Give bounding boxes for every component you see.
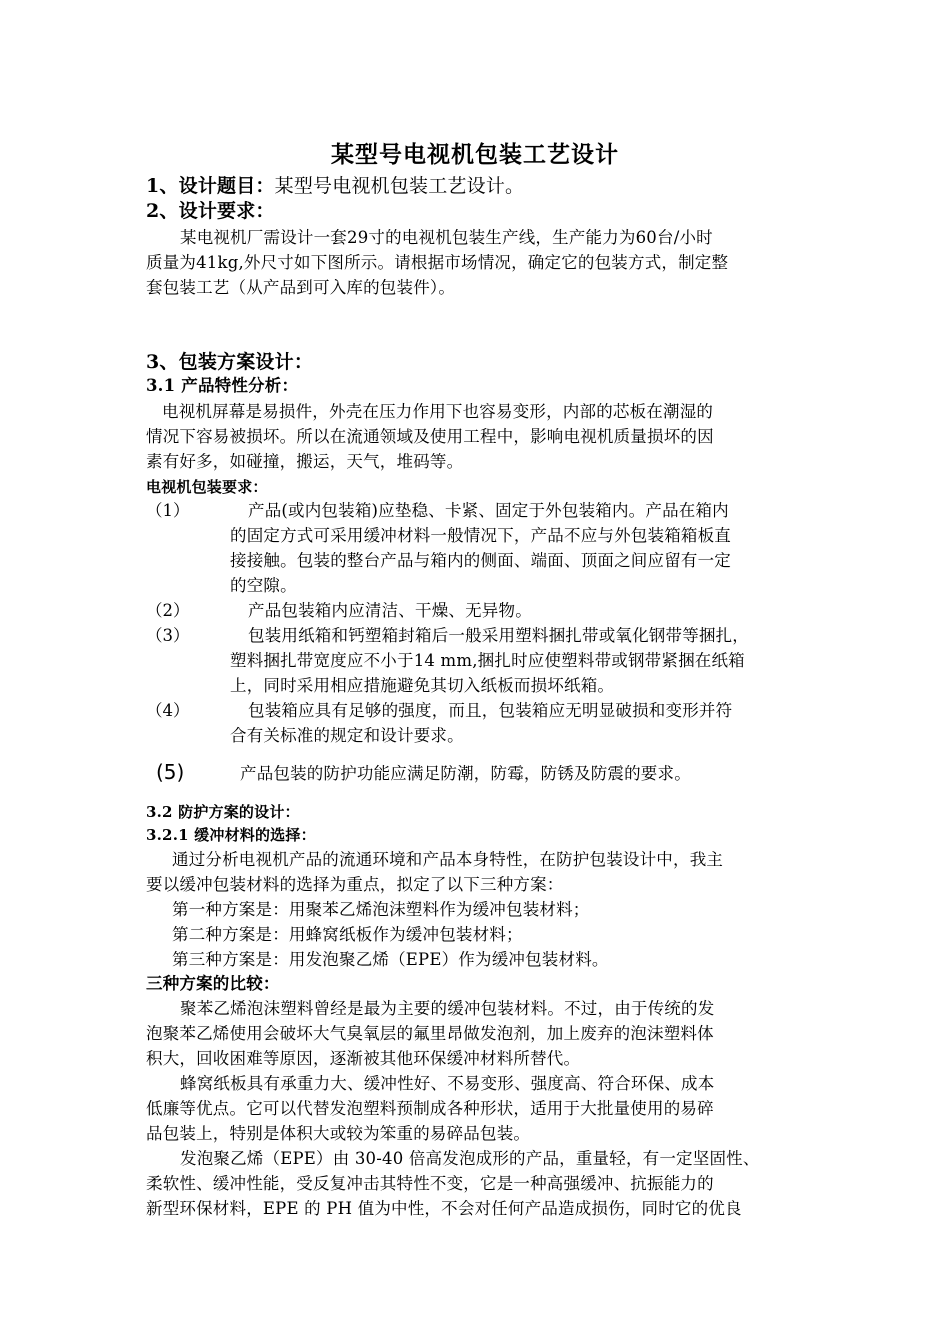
subsection-3-2-1-heading: 3.2.1 缓冲材料的选择： [146,826,316,844]
list-item-line: 产品包装的防护功能应满足防潮，防霉，防锈及防震的要求。 [240,764,691,783]
paragraph-line: 低廉等优点。它可以代替发泡塑料预制成各种形状，适用于大批量使用的易碎 [146,1099,714,1118]
list-item-number: （2） [146,601,190,620]
list-item-line: 合有关标准的规定和设计要求。 [230,726,464,745]
section-1-heading: 1、设计题目： [146,175,275,197]
paragraph-line: 蜂窝纸板具有承重力大、缓冲性好、不易变形、强度高、符合环保、成本 [180,1074,715,1093]
list-item-number: （1） [146,501,190,520]
list-item-line: 的空隙。 [230,576,297,595]
list-item-line: 产品(或内包装箱)应垫稳、卡紧、固定于外包装箱内。产品在箱内 [248,501,729,520]
subsection-3-2-heading: 3.2 防护方案的设计： [146,803,300,821]
comparison-heading: 三种方案的比较： [146,974,280,993]
paragraph-line: 柔软性、缓冲性能，受反复冲击其特性不变，它是一种高强缓冲、抗振能力的 [146,1174,714,1193]
list-item-number: （4） [146,701,190,720]
list-item-number: (5) [156,760,185,784]
paragraph-line: 电视机屏幕是易损件，外壳在压力作用下也容易变形，内部的芯板在潮湿的 [162,402,714,421]
paragraph-line: 第二种方案是：用蜂窝纸板作为缓冲包装材料； [172,925,523,944]
paragraph-line: 泡聚苯乙烯使用会破坏大气臭氧层的氟里昂做发泡剂，加上废弃的泡沫塑料体 [146,1024,714,1043]
paragraph-line: 积大，回收困难等原因，逐渐被其他环保缓冲材料所替代。 [146,1049,581,1068]
list-item-line: 包装箱应具有足够的强度，而且，包装箱应无明显破损和变形并符 [248,701,733,720]
list-item-line: 塑料捆扎带宽度应不小于14 mm,捆扎时应使塑料带或钢带紧捆在纸箱 [230,651,745,670]
paragraph-line: 情况下容易被损坏。所以在流通领域及使用工程中，影响电视机质量损坏的因 [146,427,714,446]
list-item-line: 产品包装箱内应清洁、干燥、无异物。 [248,601,532,620]
subsection-3-1-heading: 3.1 产品特性分析： [146,376,299,395]
paragraph-line: 某电视机厂需设计一套29寸的电视机包装生产线，生产能力为60台/小时 [180,228,713,247]
paragraph-line: 品包装上，特别是体积大或较为笨重的易碎品包装。 [146,1124,531,1143]
paragraph-line: 通过分析电视机产品的流通环境和产品本身特性，在防护包装设计中，我主 [172,850,724,869]
list-item-line: 上，同时采用相应措施避免其切入纸板而损坏纸箱。 [230,676,615,695]
paragraph-line: 素有好多，如碰撞，搬运，天气，堆码等。 [146,452,464,471]
paragraph-line: 第一种方案是：用聚苯乙烯泡沫塑料作为缓冲包装材料； [172,900,590,919]
paragraph-line: 新型环保材料，EPE 的 PH 值为中性，不会对任何产品造成损伤，同时它的优良 [146,1199,742,1218]
list-item-line: 包装用纸箱和钙塑箱封箱后一般采用塑料捆扎带或氧化钢带等捆扎， [248,626,749,645]
list-item-line: 的固定方式可采用缓冲材料一般情况下，产品不应与外包装箱箱板直 [230,526,731,545]
section-2-heading: 2、设计要求： [146,200,275,222]
list-item-number: （3） [146,626,190,645]
document-title: 某型号电视机包装工艺设计 [331,141,619,168]
paragraph-line: 套包装工艺（从产品到可入库的包装件）。 [146,278,456,297]
list-item-line: 接接触。包装的整台产品与箱内的侧面、端面、顶面之间应留有一定 [230,551,731,570]
paragraph-line: 质量为41kg,外尺寸如下图所示。请根据市场情况，确定它的包装方式，制定整 [146,253,729,272]
section-1 [146,174,524,198]
paragraph-line: 第三种方案是：用发泡聚乙烯（EPE）作为缓冲包装材料。 [172,950,609,969]
requirements-heading: 电视机包装要求： [146,478,268,496]
section-1-text: 某型号电视机包装工艺设计。 [274,175,525,197]
section-3-heading: 3、包装方案设计： [146,351,314,373]
paragraph-line: 要以缓冲包装材料的选择为重点，拟定了以下三种方案： [146,875,564,894]
paragraph-line: 发泡聚乙烯（EPE）由 30-40 倍高发泡成形的产品，重量轻，有一定坚固性、 [180,1149,760,1168]
paragraph-line: 聚苯乙烯泡沫塑料曾经是最为主要的缓冲包装材料。不过，由于传统的发 [180,999,715,1018]
